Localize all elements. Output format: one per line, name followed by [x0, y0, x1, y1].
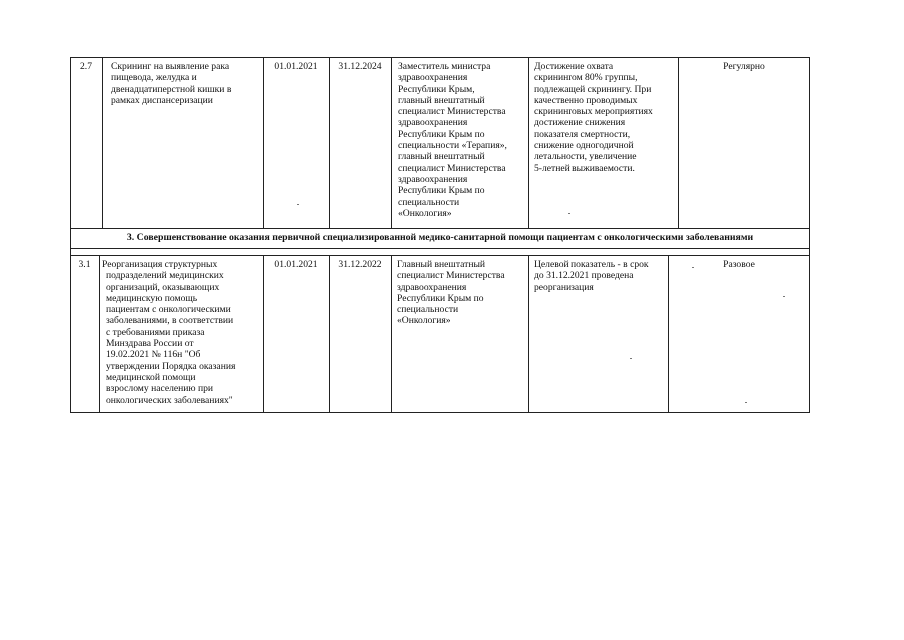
row-number: 2.7 — [80, 61, 92, 72]
end-date: 31.12.2024 — [338, 61, 382, 72]
scan-speck — [745, 402, 747, 403]
text-line: Главный внештатный — [397, 259, 486, 270]
text-line: заболеваниями, в соответствии — [106, 315, 234, 327]
table-border — [70, 57, 810, 58]
responsible-person — [398, 61, 526, 219]
text-line: здравоохранения — [398, 72, 468, 84]
text-line: здравоохранения — [398, 117, 468, 129]
text-line: пищевода, желудка и — [111, 72, 197, 84]
table-border — [528, 57, 529, 228]
table-border — [70, 255, 810, 256]
text-line: организаций, оказывающих — [106, 281, 220, 293]
text-line: «Онкология» — [398, 207, 452, 219]
text-line: Реорганизация структурных — [102, 259, 218, 270]
expected-result — [534, 259, 667, 293]
text-line: скрининговых мероприятиях — [534, 106, 653, 118]
text-line: показателя смертности, — [534, 128, 631, 140]
row-number: 3.1 — [78, 259, 91, 270]
text-line: медицинской помощи — [106, 371, 196, 383]
text-line: 19.02.2021 № 116н "Об — [106, 349, 201, 361]
scan-speck — [630, 358, 632, 359]
measure-name — [111, 61, 261, 106]
text-line: подразделений медицинских — [106, 270, 224, 282]
text-line: онкологических заболеваниях" — [106, 394, 233, 406]
scan-speck — [297, 204, 299, 205]
scan-speck — [692, 267, 694, 268]
table-border — [329, 255, 330, 412]
text-line: специальности «Терапия», — [398, 140, 507, 152]
text-line: рамках диспансеризации — [111, 94, 213, 106]
text-line: специалист Министерства — [398, 162, 506, 174]
table-border — [263, 255, 264, 412]
scan-speck — [568, 213, 570, 214]
text-line: летальности, увеличение — [534, 151, 637, 163]
text-line: достижение снижения — [534, 117, 626, 129]
text-line: реорганизация — [534, 281, 594, 293]
text-line: здравоохранения — [398, 173, 468, 185]
table-border — [329, 57, 330, 228]
scan-speck — [783, 296, 785, 297]
text-line: Республики Крым по — [398, 128, 485, 140]
text-line: специальности — [397, 304, 459, 316]
table-border — [391, 255, 392, 412]
frequency: Регулярно — [723, 61, 765, 72]
text-line: взрослому населению при — [106, 383, 214, 395]
section-header: 3. Совершенствование оказания первичной специализированной медико-санитарной помощи пациентам с онкологическими заболеваниями — [126, 232, 754, 243]
text-line: Республики Крым, — [398, 83, 475, 95]
text-line: подлежащей скринингу. При — [534, 83, 652, 95]
text-line: утверждении Порядка оказания — [106, 360, 236, 372]
text-line: «Онкология» — [397, 315, 451, 327]
text-line: с требованиями приказа — [106, 326, 205, 338]
table-border — [70, 248, 810, 249]
text-line: 5-летней выживаемости. — [534, 162, 635, 174]
measure-name — [102, 259, 262, 406]
table-border — [102, 57, 103, 228]
text-line: до 31.12.2021 проведена — [534, 270, 634, 282]
text-line: медицинскую помощь — [106, 292, 198, 304]
text-line: специальности — [398, 196, 460, 208]
frequency: Разовое — [723, 259, 755, 270]
start-date: 01.01.2021 — [274, 61, 318, 72]
text-line: Достижение охвата — [534, 61, 614, 72]
end-date: 31.12.2022 — [338, 259, 382, 270]
table-border — [528, 255, 529, 412]
table-border — [678, 57, 679, 228]
text-line: специалист Министерства — [397, 270, 505, 282]
text-line: пациентам с онкологическими — [106, 304, 231, 316]
text-line: Республики Крым по — [398, 185, 485, 197]
responsible-person — [397, 259, 526, 327]
table-border — [70, 412, 810, 413]
table-border — [668, 255, 669, 412]
table-border — [263, 57, 264, 228]
text-line: главный внештатный — [398, 151, 485, 163]
text-line: Скрининг на выявление рака — [111, 61, 230, 72]
table-border — [391, 57, 392, 228]
text-line: Заместитель министра — [398, 61, 491, 72]
text-line: специалист Министерства — [398, 106, 506, 118]
text-line: скринингом 80% группы, — [534, 72, 638, 84]
text-line: Целевой показатель - в срок — [534, 259, 649, 270]
text-line: качественно проводимых — [534, 94, 638, 106]
start-date: 01.01.2021 — [274, 259, 318, 270]
text-line: здравоохранения — [397, 281, 467, 293]
expected-result — [534, 61, 677, 174]
text-line: снижение одногодичной — [534, 140, 634, 152]
text-line: двенадцатиперстной кишки в — [111, 83, 232, 95]
text-line: Минздрава России от — [106, 338, 194, 350]
table-border — [99, 255, 100, 412]
text-line: Республики Крым по — [397, 292, 484, 304]
text-line: главный внештатный — [398, 94, 485, 106]
